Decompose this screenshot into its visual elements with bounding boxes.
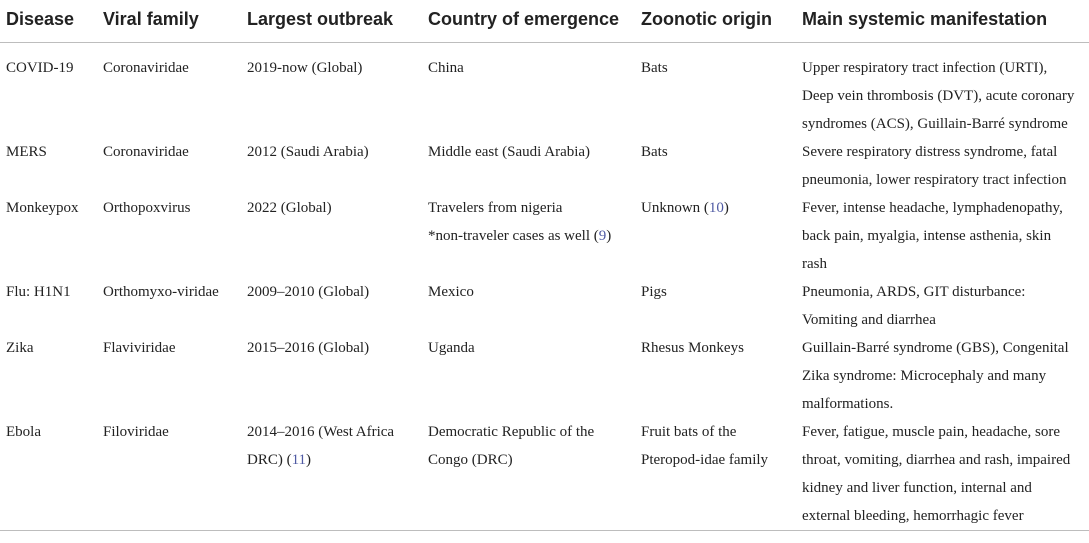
closing-paren: ) xyxy=(306,452,312,468)
header-largest-outbreak: Largest outbreak xyxy=(241,0,422,43)
origin-text: Unknown ( xyxy=(641,200,709,216)
cell-country: Mexico xyxy=(428,284,474,300)
country-line: Travelers from nigeria xyxy=(428,200,563,216)
manifestation-line: pneumonia, lower respiratory tract infection xyxy=(802,172,1067,188)
manifestation-line: Fever, fatigue, muscle pain, headache, sore xyxy=(802,424,1061,440)
country-line: Democratic Republic of the xyxy=(428,424,595,440)
table-row-mers xyxy=(0,138,1089,194)
cell-country: Middle east (Saudi Arabia) xyxy=(428,144,591,160)
header-row xyxy=(0,0,1089,43)
closing-paren: ) xyxy=(606,228,612,244)
outbreak-line xyxy=(247,446,416,474)
manifestation-line: Guillain-Barré syndrome (GBS), Congenital xyxy=(802,340,1069,356)
manifestation-line: throat, vomiting, diarrhea and rash, impaired xyxy=(802,452,1071,468)
table-row-flu-h1n1 xyxy=(0,278,1089,334)
manifestation-line: syndromes (ACS), Guillain-Barré syndrome xyxy=(802,116,1068,132)
manifestation-line: rash xyxy=(802,256,827,272)
cell-viral-family: Coronaviridae xyxy=(103,60,189,76)
cell-country: China xyxy=(428,60,464,76)
cell-zoonotic-origin xyxy=(635,194,796,278)
closing-paren: ) xyxy=(723,200,729,216)
table-header xyxy=(0,0,1089,43)
manifestation-line: back pain, myalgia, intense asthenia, skin xyxy=(802,228,1052,244)
cell-viral-family: Orthopoxvirus xyxy=(103,200,191,216)
outbreak-line: 2014–2016 (West Africa xyxy=(247,424,395,440)
cell-manifestation xyxy=(796,194,1089,278)
header-zoonotic-origin: Zoonotic origin xyxy=(635,0,796,43)
manifestation-line: Upper respiratory tract infection (URTI), xyxy=(802,60,1048,76)
table-body xyxy=(0,43,1089,531)
cell-manifestation xyxy=(796,418,1089,531)
manifestation-line: malformations. xyxy=(802,396,894,412)
manifestation-line: Deep vein thrombosis (DVT), acute coronary xyxy=(802,88,1075,104)
cell-manifestation xyxy=(796,43,1089,139)
cell-country xyxy=(422,418,635,531)
header-country-of-emergence: Country of emergence xyxy=(422,0,635,43)
reference-link[interactable]: 11 xyxy=(291,452,307,468)
cell-zoonotic-origin: Pigs xyxy=(641,284,667,300)
reference-link[interactable]: 9 xyxy=(598,228,607,244)
cell-disease: Ebola xyxy=(0,418,97,531)
cell-disease: MERS xyxy=(6,144,47,160)
country-line xyxy=(428,222,629,250)
cell-country xyxy=(422,194,635,278)
country-line: Congo (DRC) xyxy=(428,452,513,468)
cell-largest-outbreak xyxy=(241,418,422,531)
cell-manifestation xyxy=(796,138,1089,194)
cell-largest-outbreak: 2022 (Global) xyxy=(247,200,332,216)
manifestation-line: Zika syndrome: Microcephaly and many xyxy=(802,368,1047,384)
reference-link[interactable]: 10 xyxy=(708,200,724,216)
cell-largest-outbreak: 2009–2010 (Global) xyxy=(247,284,370,300)
cell-zoonotic-origin: Bats xyxy=(641,60,668,76)
cell-disease: Monkeypox xyxy=(6,200,79,216)
manifestation-line: Vomiting and diarrhea xyxy=(802,312,936,328)
manifestation-line: Severe respiratory distress syndrome, fatal xyxy=(802,144,1058,160)
header-viral-family: Viral family xyxy=(97,0,241,43)
cell-viral-family: Flaviviridae xyxy=(103,340,176,356)
origin-line: Fruit bats of the xyxy=(641,424,737,440)
cell-disease: COVID-19 xyxy=(6,60,74,76)
cell-disease: Zika xyxy=(6,340,34,356)
cell-viral-family: Coronaviridae xyxy=(103,144,189,160)
manifestation-line: kidney and liver function, internal and xyxy=(802,480,1032,496)
cell-disease: Flu: H1N1 xyxy=(6,284,71,300)
cell-viral-family: Filoviridae xyxy=(97,418,241,531)
country-note: *non-traveler cases as well ( xyxy=(428,228,599,244)
manifestation-line: external bleeding, hemorrhagic fever xyxy=(802,508,1024,524)
cell-manifestation xyxy=(796,278,1089,334)
cell-zoonotic-origin xyxy=(635,418,796,531)
cell-largest-outbreak: 2012 (Saudi Arabia) xyxy=(247,144,369,160)
header-main-manifestation: Main systemic manifestation xyxy=(796,0,1089,43)
cell-manifestation xyxy=(796,334,1089,418)
cell-zoonotic-origin: Bats xyxy=(641,144,668,160)
table-row-covid19 xyxy=(0,43,1089,139)
cell-viral-family: Orthomyxo-viridae xyxy=(103,284,219,300)
manifestation-line: Fever, intense headache, lymphadenopathy, xyxy=(802,200,1063,216)
cell-country: Uganda xyxy=(428,340,475,356)
origin-line: Pteropod-idae family xyxy=(641,452,769,468)
table-row-zika xyxy=(0,334,1089,418)
header-disease: Disease xyxy=(0,0,97,43)
cell-largest-outbreak: 2015–2016 (Global) xyxy=(247,340,370,356)
manifestation-line: Pneumonia, ARDS, GIT disturbance: xyxy=(802,284,1026,300)
table-row-monkeypox xyxy=(0,194,1089,278)
outbreak-text: DRC) ( xyxy=(247,452,292,468)
cell-zoonotic-origin: Rhesus Monkeys xyxy=(641,340,744,356)
cell-largest-outbreak: 2019-now (Global) xyxy=(247,60,363,76)
table-row-ebola xyxy=(0,418,1089,531)
